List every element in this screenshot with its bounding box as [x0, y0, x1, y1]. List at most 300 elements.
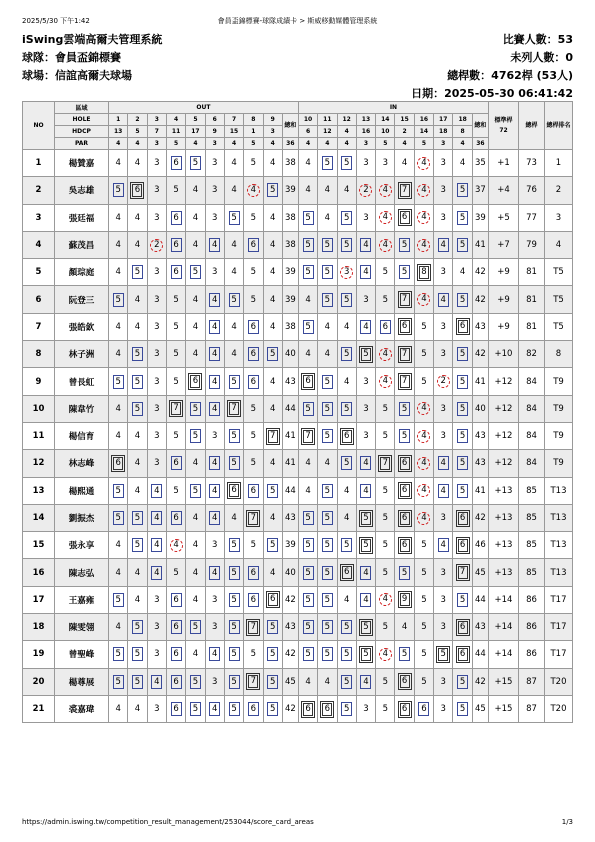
player-name: 楊尊展 — [55, 668, 109, 695]
score-in-cell — [376, 150, 395, 177]
score-in-cell — [395, 395, 414, 422]
score-out-cell — [224, 586, 243, 613]
score-in-cell — [318, 532, 337, 559]
score-value: 5 — [267, 183, 278, 197]
score-value: 2 — [359, 184, 372, 197]
score-out-cell — [186, 586, 205, 613]
hole-label: HOLE — [55, 114, 109, 126]
out-total: 39 — [282, 532, 298, 559]
score-value: 7 — [229, 402, 239, 415]
score-in-cell — [434, 286, 453, 313]
score-value: 6 — [248, 238, 259, 252]
score-value: 6 — [171, 511, 182, 525]
score-value: 5 — [267, 647, 278, 661]
score-out-cell — [147, 177, 166, 204]
score-value: 4 — [231, 240, 237, 251]
over-par: +4 — [489, 177, 519, 204]
score-value: 4 — [379, 375, 392, 388]
score-out-cell — [263, 231, 282, 258]
score-out-cell — [186, 668, 205, 695]
score-out-cell — [263, 395, 282, 422]
player-name: 林子洲 — [55, 341, 109, 368]
score-value: 4 — [324, 321, 331, 332]
score-value: 4 — [305, 349, 311, 360]
player-name: 楊信育 — [55, 422, 109, 449]
score-value: 3 — [154, 212, 160, 223]
score-value: 5 — [399, 238, 410, 252]
score-out-cell — [128, 341, 147, 368]
score-value: 5 — [382, 267, 388, 278]
score-value: 3 — [212, 185, 218, 196]
out-total: 41 — [282, 422, 298, 449]
score-value: 4 — [231, 185, 237, 196]
score-out-cell — [205, 286, 224, 313]
score-in-cell — [337, 559, 356, 586]
score-value: 4 — [209, 511, 220, 525]
score-value: 5 — [229, 620, 240, 634]
score-out-cell — [263, 504, 282, 531]
hole-out-cell: 5 — [186, 114, 205, 126]
player-row — [23, 450, 573, 477]
hdcp-out-cell: 15 — [224, 126, 243, 138]
score-out-cell — [147, 422, 166, 449]
score-value: 4 — [231, 158, 237, 169]
score-out-cell — [166, 286, 185, 313]
score-out-cell — [263, 286, 282, 313]
score-out-cell — [166, 614, 185, 641]
score-value: 7 — [400, 293, 410, 306]
score-value: 5 — [113, 511, 124, 525]
score-value: 5 — [229, 456, 240, 470]
score-in-cell — [318, 641, 337, 668]
score-out-cell — [166, 341, 185, 368]
score-out-cell — [186, 259, 205, 286]
score-value: 7 — [380, 457, 390, 470]
score-in-cell — [376, 177, 395, 204]
score-out-cell — [147, 231, 166, 258]
score-value: 5 — [250, 540, 257, 551]
score-out-cell — [263, 614, 282, 641]
score-value: 6 — [171, 593, 182, 607]
score-value: 5 — [322, 647, 333, 661]
score-out-cell — [166, 586, 185, 613]
player-no: 11 — [23, 422, 55, 449]
score-out-cell — [224, 504, 243, 531]
score-value: 5 — [457, 402, 468, 416]
score-in-cell — [356, 204, 375, 231]
score-value: 4 — [115, 704, 121, 715]
course-label: 球場：信誼高爾夫球場 — [22, 69, 132, 82]
total-header-text: 總桿 — [525, 121, 538, 129]
score-value: 5 — [303, 265, 314, 279]
score-out-cell — [186, 231, 205, 258]
score-value: 5 — [382, 676, 388, 687]
score-out-cell — [244, 477, 263, 504]
player-row — [23, 150, 573, 177]
score-in-cell — [298, 286, 317, 313]
hdcp-in-cell: 18 — [434, 126, 453, 138]
score-value: 5 — [341, 293, 352, 307]
score-in-cell — [414, 586, 433, 613]
score-out-cell — [205, 204, 224, 231]
score-value: 4 — [134, 704, 141, 715]
score-in-cell — [395, 695, 414, 722]
player-rank: T17 — [545, 614, 573, 641]
score-value: 3 — [440, 321, 446, 332]
score-value: 7 — [248, 621, 258, 634]
gross-total: 85 — [519, 559, 545, 586]
player-no: 10 — [23, 395, 55, 422]
score-value: 6 — [171, 702, 182, 716]
score-value: 4 — [209, 347, 220, 361]
score-in-cell — [434, 477, 453, 504]
out-subtotal-header-text: 總和 — [284, 121, 297, 129]
score-in-cell — [414, 477, 433, 504]
gross-total: 87 — [519, 695, 545, 722]
score-value: 6 — [342, 430, 352, 443]
score-in-cell — [376, 368, 395, 395]
score-out-cell — [186, 286, 205, 313]
score-in-cell — [356, 450, 375, 477]
score-value: 5 — [113, 183, 124, 197]
player-name: 吳志雄 — [55, 177, 109, 204]
score-value: 5 — [341, 620, 352, 634]
score-value: 4 — [438, 456, 449, 470]
score-out-cell — [224, 341, 243, 368]
score-in-cell — [453, 368, 472, 395]
hdcp-in-cell: 2 — [395, 126, 414, 138]
score-in-cell — [395, 313, 414, 340]
score-out-cell — [224, 204, 243, 231]
score-out-cell — [128, 313, 147, 340]
score-out-cell — [109, 504, 128, 531]
score-value: 4 — [379, 211, 392, 224]
score-value: 5 — [361, 512, 371, 525]
score-out-cell — [147, 259, 166, 286]
player-rank: 2 — [545, 177, 573, 204]
score-out-cell — [186, 422, 205, 449]
score-in-cell — [337, 313, 356, 340]
score-value: 4 — [417, 211, 430, 224]
score-in-cell — [318, 477, 337, 504]
gross-total: 81 — [519, 259, 545, 286]
score-out-cell — [147, 477, 166, 504]
hole-in-cell: 13 — [356, 114, 375, 126]
out-total: 40 — [282, 341, 298, 368]
score-value: 5 — [132, 347, 143, 361]
par-out-cell: 5 — [244, 138, 263, 150]
player-row — [23, 313, 573, 340]
score-out-cell — [128, 695, 147, 722]
score-value: 5 — [399, 265, 410, 279]
out-total: 43 — [282, 614, 298, 641]
score-value: 5 — [250, 267, 257, 278]
standard-header — [489, 102, 519, 150]
score-value: 6 — [171, 211, 182, 225]
score-out-cell — [186, 341, 205, 368]
score-in-cell — [298, 150, 317, 177]
score-out-cell — [224, 422, 243, 449]
score-value: 4 — [360, 593, 371, 607]
in-total: 45 — [472, 559, 488, 586]
player-no: 6 — [23, 286, 55, 313]
score-value: 5 — [322, 375, 333, 389]
score-in-cell — [376, 477, 395, 504]
score-value: 4 — [151, 484, 162, 498]
score-out-cell — [186, 177, 205, 204]
score-value: 3 — [440, 158, 446, 169]
score-value: 5 — [250, 158, 257, 169]
score-value: 5 — [173, 431, 179, 442]
score-in-cell — [318, 204, 337, 231]
score-out-cell — [186, 395, 205, 422]
score-in-cell — [337, 614, 356, 641]
score-value: 4 — [305, 185, 311, 196]
in-total: 44 — [472, 641, 488, 668]
score-out-cell — [244, 532, 263, 559]
score-value: 5 — [267, 702, 278, 716]
score-in-cell — [298, 559, 317, 586]
score-value: 5 — [113, 484, 124, 498]
in-total: 42 — [472, 341, 488, 368]
score-value: 5 — [322, 566, 333, 580]
score-value: 4 — [192, 594, 199, 605]
score-value: 6 — [171, 675, 182, 689]
score-value: 4 — [209, 456, 220, 470]
score-out-cell — [147, 504, 166, 531]
score-value: 5 — [361, 539, 371, 552]
score-in-cell — [414, 341, 433, 368]
score-value: 4 — [360, 566, 371, 580]
hole-in-cell: 16 — [414, 114, 433, 126]
gross-total: 85 — [519, 477, 545, 504]
score-value: 4 — [115, 540, 121, 551]
score-value: 5 — [190, 402, 201, 416]
page-number: 1/3 — [561, 818, 573, 826]
score-value: 3 — [154, 349, 160, 360]
score-out-cell — [128, 614, 147, 641]
score-in-cell — [414, 532, 433, 559]
score-value: 5 — [382, 294, 388, 305]
score-value: 5 — [382, 540, 388, 551]
score-in-cell — [356, 668, 375, 695]
score-out-cell — [224, 614, 243, 641]
score-out-cell — [128, 504, 147, 531]
score-out-cell — [224, 313, 243, 340]
score-in-cell — [453, 177, 472, 204]
score-out-cell — [224, 668, 243, 695]
score-value: 4 — [115, 321, 121, 332]
score-value: 4 — [134, 458, 141, 469]
hdcp-out-cell: 7 — [147, 126, 166, 138]
hdcp-label: HDCP — [55, 126, 109, 138]
score-value: 5 — [250, 403, 257, 414]
score-value: 6 — [248, 566, 259, 580]
score-value: 6 — [248, 702, 259, 716]
gross-total: 77 — [519, 204, 545, 231]
score-value: 4 — [324, 676, 331, 687]
score-in-cell — [453, 477, 472, 504]
score-value: 4 — [192, 321, 199, 332]
gross-total: 84 — [519, 395, 545, 422]
score-value: 4 — [379, 239, 392, 252]
system-name: iSwing雲端高爾夫管理系統 — [22, 33, 163, 46]
score-in-cell — [298, 422, 317, 449]
score-value: 3 — [154, 403, 160, 414]
score-value: 6 — [380, 320, 391, 334]
score-out-cell — [166, 559, 185, 586]
score-out-cell — [263, 368, 282, 395]
in-total: 43 — [472, 313, 488, 340]
over-par: +13 — [489, 504, 519, 531]
score-out-cell — [147, 450, 166, 477]
score-out-cell — [244, 586, 263, 613]
player-row — [23, 504, 573, 531]
in-total: 45 — [472, 695, 488, 722]
out-total: 44 — [282, 395, 298, 422]
score-value: 5 — [250, 294, 257, 305]
score-out-cell — [224, 477, 243, 504]
score-value: 3 — [154, 321, 160, 332]
score-in-cell — [298, 477, 317, 504]
score-value: 4 — [192, 294, 199, 305]
score-out-cell — [109, 395, 128, 422]
score-in-cell — [434, 150, 453, 177]
score-value: 4 — [269, 376, 276, 387]
score-in-cell — [376, 586, 395, 613]
in-total: 39 — [472, 204, 488, 231]
score-in-cell — [376, 422, 395, 449]
participant-count: 比賽人數：53 — [502, 33, 573, 46]
score-out-cell — [109, 532, 128, 559]
par-out-cell: 3 — [205, 138, 224, 150]
par-in-cell: 4 — [395, 138, 414, 150]
score-out-cell — [244, 341, 263, 368]
score-out-cell — [205, 341, 224, 368]
score-in-cell — [376, 559, 395, 586]
score-value: 4 — [379, 184, 392, 197]
score-in-cell — [376, 504, 395, 531]
score-in-cell — [434, 231, 453, 258]
player-rank: T9 — [545, 368, 573, 395]
score-out-cell — [244, 286, 263, 313]
score-out-cell — [109, 641, 128, 668]
score-value: 5 — [173, 294, 179, 305]
over-par: +9 — [489, 313, 519, 340]
score-value: 6 — [248, 347, 259, 361]
area-label: 區域 — [55, 102, 109, 114]
score-value: 5 — [322, 484, 333, 498]
out-total: 45 — [282, 668, 298, 695]
player-row — [23, 668, 573, 695]
score-in-cell — [356, 532, 375, 559]
par-in-cell: 4 — [453, 138, 472, 150]
player-no: 9 — [23, 368, 55, 395]
hole-out-cell: 9 — [263, 114, 282, 126]
score-value: 5 — [132, 538, 143, 552]
over-par: +12 — [489, 422, 519, 449]
score-out-cell — [166, 504, 185, 531]
score-in-cell — [395, 641, 414, 668]
score-in-cell — [298, 614, 317, 641]
score-in-cell — [337, 150, 356, 177]
score-value: 5 — [173, 485, 179, 496]
score-in-cell — [337, 231, 356, 258]
score-out-cell — [166, 231, 185, 258]
score-out-cell — [263, 477, 282, 504]
score-in-cell — [395, 368, 414, 395]
hole-in-cell: 12 — [337, 114, 356, 126]
score-value: 3 — [440, 622, 446, 633]
rank-header-text: 總桿排名 — [546, 121, 571, 129]
score-value: 4 — [417, 157, 430, 170]
player-no: 1 — [23, 150, 55, 177]
score-value: 5 — [303, 320, 314, 334]
player-no: 3 — [23, 204, 55, 231]
report-date: 日期：2025-05-30 06:41:42 — [411, 87, 573, 100]
score-out-cell — [205, 477, 224, 504]
player-rank: T13 — [545, 559, 573, 586]
score-out-cell — [128, 150, 147, 177]
score-value: 4 — [192, 540, 199, 551]
score-value: 4 — [247, 184, 260, 197]
score-value: 4 — [115, 212, 121, 223]
player-name: 張皓欽 — [55, 313, 109, 340]
score-out-cell — [147, 368, 166, 395]
score-in-cell — [414, 150, 433, 177]
score-out-cell — [224, 368, 243, 395]
score-value: 4 — [209, 238, 220, 252]
score-value: 4 — [360, 238, 371, 252]
score-out-cell — [205, 259, 224, 286]
score-out-cell — [263, 450, 282, 477]
score-in-cell — [376, 313, 395, 340]
par-label: PAR — [55, 138, 109, 150]
score-value: 4 — [209, 293, 220, 307]
score-out-cell — [128, 177, 147, 204]
score-value: 5 — [341, 702, 352, 716]
player-no: 13 — [23, 477, 55, 504]
score-value: 3 — [154, 622, 160, 633]
score-value: 3 — [212, 540, 218, 551]
score-out-cell — [205, 422, 224, 449]
score-out-cell — [128, 668, 147, 695]
gross-total: 85 — [519, 532, 545, 559]
par-in-cell: 4 — [337, 138, 356, 150]
score-value: 4 — [417, 512, 430, 525]
score-value: 5 — [229, 702, 240, 716]
score-value: 4 — [343, 513, 350, 523]
score-value: 5 — [457, 593, 468, 607]
score-out-cell — [244, 395, 263, 422]
score-in-cell — [298, 177, 317, 204]
score-value: 4 — [401, 622, 408, 633]
score-out-cell — [109, 231, 128, 258]
score-value: 5 — [190, 675, 201, 689]
score-value: 4 — [115, 349, 121, 360]
score-in-cell — [356, 477, 375, 504]
score-value: 4 — [209, 375, 220, 389]
score-value: 5 — [229, 566, 240, 580]
score-out-cell — [263, 422, 282, 449]
score-value: 3 — [440, 403, 446, 414]
score-out-cell — [166, 177, 185, 204]
player-name: 張永享 — [55, 532, 109, 559]
score-out-cell — [263, 259, 282, 286]
score-in-cell — [356, 504, 375, 531]
player-row — [23, 231, 573, 258]
score-in-cell — [434, 695, 453, 722]
